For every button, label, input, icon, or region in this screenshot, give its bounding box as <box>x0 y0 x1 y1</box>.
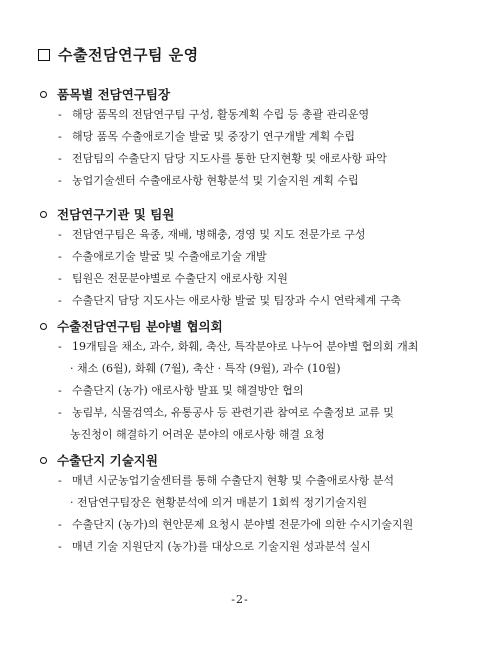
section-heading-text: 전담연구기관 및 팀원 <box>57 207 175 222</box>
list-item-text: 매년 기술 지원단지 (농가)를 대상으로 기술지원 성과분석 실시 <box>72 540 371 553</box>
list-item-text: 수출애로기술 발굴 및 수출애로기술 개발 <box>72 250 267 263</box>
circle-bullet-icon <box>40 91 47 98</box>
list-sub-item-text: · 전담연구팀장은 현황분석에 의거 매분기 1회씩 정기기술지원 <box>70 496 368 509</box>
checkbox-square-icon <box>38 49 50 61</box>
list-item <box>58 474 394 488</box>
section-team-leader <box>40 84 460 187</box>
list-sub-item <box>70 496 367 510</box>
section-heading <box>40 84 460 104</box>
dash-bullet: - <box>58 174 62 187</box>
dash-bullet: - <box>58 272 62 285</box>
list-item-continuation <box>70 428 325 442</box>
list-item <box>58 294 401 308</box>
list-item-text: 수출단지 (농가) 애로사항 발표 및 해결방안 협의 <box>72 384 304 397</box>
dash-bullet: - <box>58 384 62 397</box>
section-heading-text: 수출전담연구팀 분야별 협의회 <box>57 319 223 334</box>
dash-bullet: - <box>58 108 62 121</box>
list-item-text: 매년 시군농업기술센터를 통해 수출단지 현황 및 수출애로사항 분석 <box>72 474 395 487</box>
dash-bullet: - <box>58 540 62 553</box>
dash-bullet: - <box>58 152 62 165</box>
list-item-text: 19개팀을 채소, 과수, 화훼, 축산, 특작분야로 나누어 분야별 협의회 개최 <box>72 340 419 353</box>
section-research-institute <box>40 204 460 307</box>
list-item-text: 전담팀의 수출단지 담당 지도사를 통한 단지현황 및 애로사항 파악 <box>72 152 387 165</box>
list-item-text: 수출단지 (농가)의 현안문제 요청시 분야별 전문가에 의한 수시기술지원 <box>72 518 414 531</box>
dash-bullet: - <box>58 228 62 241</box>
list-item <box>58 250 267 264</box>
circle-bullet-icon <box>40 211 47 218</box>
list-item <box>58 540 371 554</box>
dash-bullet: - <box>58 130 62 143</box>
list-item <box>58 384 303 398</box>
page-number: -2- <box>231 593 249 606</box>
list-item <box>58 272 288 286</box>
dash-bullet: - <box>58 294 62 307</box>
list-item-text: 농림부, 식물검역소, 유통공사 등 관련기관 참여로 수출정보 교류 및 <box>72 406 394 419</box>
section-tech-support <box>40 450 460 553</box>
dash-bullet: - <box>58 518 62 531</box>
section-heading <box>40 204 460 224</box>
list-item-text: 해당 품목의 전담연구팀 구성, 활동계획 수립 등 총괄 관리운영 <box>72 108 370 121</box>
dash-bullet: - <box>58 340 62 353</box>
list-item-text: 농진청이 해결하기 어려운 분야의 애로사항 해결 요청 <box>70 428 325 441</box>
section-heading-text: 수출단지 기술지원 <box>57 453 158 468</box>
document-title: 수출전담연구팀 운영 <box>58 46 199 64</box>
list-item <box>58 108 369 122</box>
list-item <box>58 130 355 144</box>
list-item <box>58 518 413 532</box>
section-heading <box>40 316 460 336</box>
list-item <box>58 174 359 188</box>
list-item-text: 해당 품목 수출애로기술 발굴 및 중장기 연구개발 계획 수립 <box>72 130 355 143</box>
list-item-text: 팀원은 전문분야별로 수출단지 애로사항 지원 <box>72 272 288 285</box>
section-council <box>40 316 460 441</box>
section-heading-text: 품목별 전담연구팀장 <box>57 87 171 102</box>
list-item <box>58 406 394 420</box>
dash-bullet: - <box>58 250 62 263</box>
circle-bullet-icon <box>40 323 47 330</box>
list-item <box>58 340 418 354</box>
dash-bullet: - <box>58 474 62 487</box>
list-sub-item-text: · 채소 (6월), 화훼 (7월), 축산 · 특작 (9월), 과수 (10월) <box>70 362 341 375</box>
list-item-text: 전담연구팀은 육종, 재배, 병해충, 경영 및 지도 전문가로 구성 <box>72 228 366 241</box>
list-item <box>58 228 365 242</box>
list-item-text: 농업기술센터 수출애로사항 현황분석 및 기술지원 계획 수립 <box>72 174 359 187</box>
document-title-row <box>38 44 199 65</box>
section-heading <box>40 450 460 470</box>
list-sub-item <box>70 362 341 376</box>
dash-bullet: - <box>58 406 62 419</box>
circle-bullet-icon <box>40 457 47 464</box>
list-item <box>58 152 387 166</box>
list-item-text: 수출단지 담당 지도사는 애로사항 발굴 및 팀장과 수시 연락체계 구축 <box>72 294 401 307</box>
